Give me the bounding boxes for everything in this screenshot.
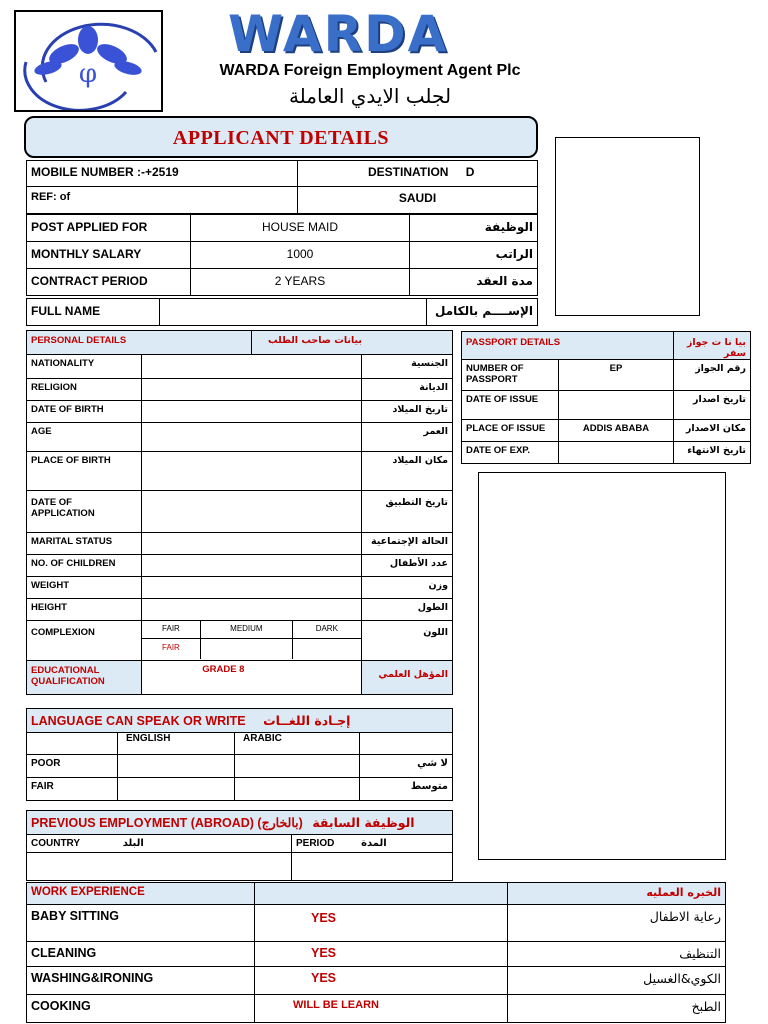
weight-ar: وزن <box>361 577 452 599</box>
ref-label: REF: of <box>27 187 298 214</box>
washing-ironing-ar: الكوي&الغسيل <box>508 967 726 995</box>
language-corner <box>27 733 118 755</box>
religion-ar: الديانة <box>361 379 452 401</box>
english-poor-cell[interactable] <box>118 755 235 778</box>
company-name-arabic: لجلب الايدي العاملة <box>288 84 452 108</box>
previous-employment-table <box>26 810 453 881</box>
photo-box-passport <box>555 137 700 316</box>
religion-value[interactable] <box>142 379 362 401</box>
nationality-value[interactable] <box>142 355 362 379</box>
issue-place-label: PLACE OF ISSUE <box>462 420 559 442</box>
personal-details-table <box>26 330 453 695</box>
flower-logo-icon <box>16 12 161 110</box>
cooking-ar: الطبخ <box>508 995 726 1023</box>
previous-employment-title-ar: الوظيفة السابقة <box>312 815 415 830</box>
post-applied-label: POST APPLIED FOR <box>27 215 191 242</box>
contract-period-label: CONTRACT PERIOD <box>27 269 191 296</box>
passport-table <box>461 331 751 464</box>
date-of-application-label: DATE OF APPLICATION <box>27 491 142 533</box>
period-header <box>292 835 453 853</box>
date-of-application-value[interactable] <box>142 491 362 533</box>
complexion-value[interactable]: FAIR <box>142 638 200 659</box>
arabic-fair-cell[interactable] <box>235 778 360 801</box>
height-ar: الطول <box>361 599 452 621</box>
complexion-grid <box>142 621 361 659</box>
passport-title-en: PASSPORT DETAILS <box>466 337 561 348</box>
language-title-en: LANGUAGE CAN SPEAK OR WRITE <box>31 714 246 728</box>
post-applied-value[interactable]: HOUSE MAID <box>191 215 410 242</box>
language-title <box>27 709 453 733</box>
monthly-salary-label: MONTHLY SALARY <box>27 242 191 269</box>
country-label: COUNTRY <box>31 838 80 849</box>
age-ar: العمر <box>361 423 452 452</box>
monthly-salary-ar: الراتب <box>410 242 538 269</box>
height-value[interactable] <box>142 599 362 621</box>
country-header <box>27 835 292 853</box>
work-experience-header-mid <box>255 883 508 905</box>
complexion-dark-option[interactable]: DARK <box>292 621 360 638</box>
contact-table <box>26 160 538 214</box>
country-label-ar: البلد <box>122 838 144 849</box>
contract-period-ar: مدة العقد <box>410 269 538 296</box>
company-logo <box>14 10 163 112</box>
previous-employment-title <box>27 811 453 835</box>
date-of-application-ar: تاريخ التطبيق <box>361 491 452 533</box>
monthly-salary-value[interactable]: 1000 <box>191 242 410 269</box>
personal-details-title-ar: بيانات صاحب الطلب <box>251 331 452 355</box>
age-value[interactable] <box>142 423 362 452</box>
company-name: WARDA Foreign Employment Agent Plc <box>219 62 521 79</box>
expiry-date-value[interactable] <box>559 442 674 464</box>
height-label: HEIGHT <box>27 599 142 621</box>
place-of-birth-label: PLACE OF BIRTH <box>27 452 142 491</box>
work-experience-title: WORK EXPERIENCE <box>27 883 255 905</box>
marital-status-ar: الحالة الإجتماعية <box>361 533 452 555</box>
children-label: NO. OF CHILDREN <box>27 555 142 577</box>
weight-value[interactable] <box>142 577 362 599</box>
destination-cell <box>298 161 538 187</box>
children-value[interactable] <box>142 555 362 577</box>
marital-status-value[interactable] <box>142 533 362 555</box>
education-value[interactable]: GRADE 8 <box>142 661 362 695</box>
passport-number-value[interactable]: EP <box>559 360 674 391</box>
mobile-number-label[interactable]: MOBILE NUMBER :-+2519 <box>27 161 298 187</box>
complexion-medium-option[interactable]: MEDIUM <box>200 621 292 638</box>
english-col-label: ENGLISH <box>118 733 235 755</box>
work-experience-title-ar: الخبره العمليه <box>508 883 726 905</box>
washing-ironing-value[interactable]: YES <box>255 967 508 995</box>
washing-ironing-label: WASHING&IRONING <box>27 967 255 995</box>
poor-ar: لا شي <box>360 755 453 778</box>
nationality-label: NATIONALITY <box>27 355 142 379</box>
age-label: AGE <box>27 423 142 452</box>
weight-label: WEIGHT <box>27 577 142 599</box>
period-label: PERIOD <box>296 838 335 849</box>
photo-box-full <box>478 472 726 860</box>
complexion-medium-value[interactable] <box>200 638 292 659</box>
complexion-options <box>142 621 362 661</box>
work-experience-table <box>26 882 726 1023</box>
language-title-ar: إجـادة اللغــات <box>263 713 351 728</box>
full-name-table <box>26 298 538 326</box>
issue-place-ar: مكان الاصدار <box>674 420 751 442</box>
expiry-date-ar: تاريخ الانتهاء <box>674 442 751 464</box>
cleaning-label: CLEANING <box>27 942 255 967</box>
dob-ar: تاريخ الميلاد <box>361 401 452 423</box>
baby-sitting-value[interactable]: YES <box>255 905 508 942</box>
poor-label: POOR <box>27 755 118 778</box>
period-label-ar: المدة <box>361 838 387 849</box>
issue-date-label: DATE OF ISSUE <box>462 391 559 420</box>
language-corner-ar <box>360 733 453 755</box>
destination-code: D <box>465 165 475 179</box>
issue-place-value[interactable]: ADDIS ABABA <box>559 420 674 442</box>
form-title: APPLICANT DETAILS <box>24 116 538 158</box>
full-name-value[interactable] <box>160 299 427 326</box>
destination-label: DESTINATION <box>368 165 449 179</box>
full-name-label: FULL NAME <box>27 299 160 326</box>
job-table <box>26 214 538 296</box>
period-value[interactable] <box>292 853 453 881</box>
arabic-col-label: ARABIC <box>235 733 360 755</box>
cooking-label: COOKING <box>27 995 255 1023</box>
marital-status-label: MARITAL STATUS <box>27 533 142 555</box>
children-ar: عدد الأطفال <box>361 555 452 577</box>
country-value[interactable] <box>27 853 292 881</box>
english-fair-cell[interactable] <box>118 778 235 801</box>
svg-text:φ: φ <box>78 59 98 89</box>
arabic-poor-cell[interactable] <box>235 755 360 778</box>
nationality-ar: الجنسية <box>361 355 452 379</box>
fair-ar: متوسط <box>360 778 453 801</box>
passport-number-ar: رقم الجواز <box>674 360 751 391</box>
issue-date-value[interactable] <box>559 391 674 420</box>
brand-name: WARDA <box>228 5 449 63</box>
passport-number-label: NUMBER OF PASSPORT <box>462 360 559 391</box>
previous-employment-title-en: PREVIOUS EMPLOYMENT (ABROAD) (بالخارج) <box>31 816 303 830</box>
complexion-label: COMPLEXION <box>27 621 142 661</box>
fair-label: FAIR <box>27 778 118 801</box>
complexion-ar: اللون <box>361 621 452 661</box>
place-of-birth-ar: مكان الميلاد <box>361 452 452 491</box>
cooking-value[interactable]: WILL BE LEARN <box>255 995 508 1023</box>
cleaning-value[interactable]: YES <box>255 942 508 967</box>
passport-title-ar: بيا نا ت جواز سفر <box>674 332 751 360</box>
cleaning-ar: التنظيف <box>508 942 726 967</box>
passport-title <box>462 332 674 360</box>
complexion-fair-option[interactable]: FAIR <box>142 621 200 638</box>
expiry-date-label: DATE OF EXP. <box>462 442 559 464</box>
dob-value[interactable] <box>142 401 362 423</box>
place-of-birth-value[interactable] <box>142 452 362 491</box>
dob-label: DATE OF BIRTH <box>27 401 142 423</box>
baby-sitting-label: BABY SITTING <box>27 905 255 942</box>
language-table <box>26 708 453 801</box>
contract-period-value[interactable]: 2 YEARS <box>191 269 410 296</box>
complexion-dark-value[interactable] <box>292 638 360 659</box>
post-applied-ar: الوظيفة <box>410 215 538 242</box>
education-ar: المؤهل العلمي <box>361 661 452 695</box>
issue-date-ar: تاريخ اصدار <box>674 391 751 420</box>
baby-sitting-ar: رعاية الاطفال <box>508 905 726 942</box>
religion-label: RELIGION <box>27 379 142 401</box>
education-label: EDUCATIONAL QUALIFICATION <box>27 661 142 695</box>
destination-value[interactable]: SAUDI <box>298 187 538 214</box>
full-name-ar: الإســــم بالكامل <box>427 299 538 326</box>
personal-details-title: PERSONAL DETAILS <box>27 331 252 355</box>
